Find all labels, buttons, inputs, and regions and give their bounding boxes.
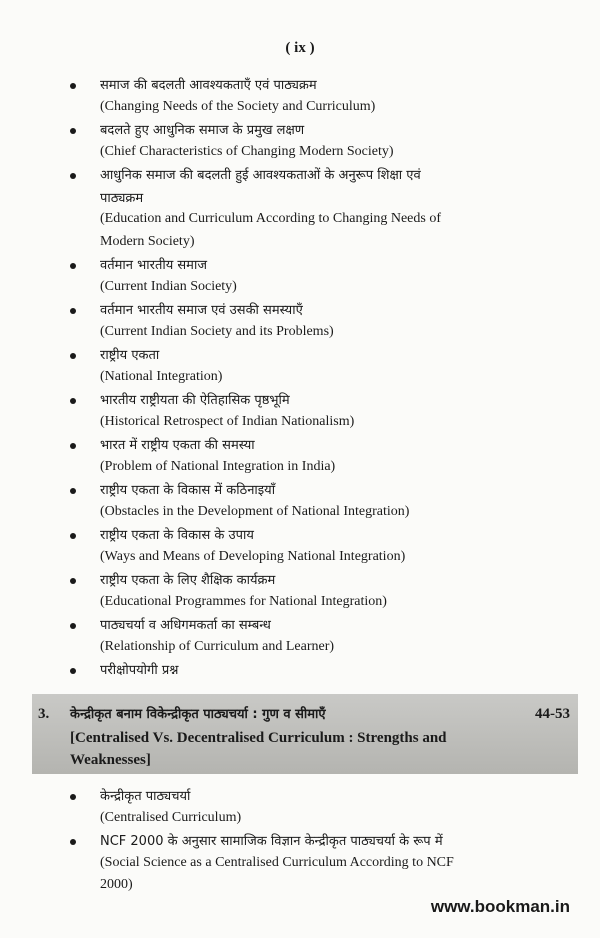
bullet-icon [70, 398, 76, 404]
bullet-icon [70, 668, 76, 674]
item-english: (Problem of National Integration in India) [100, 458, 336, 474]
chapter-title-english: [Centralised Vs. Decentralised Curriculum : Strengths and [70, 730, 447, 746]
item-english: (Social Science as a Centralised Curriculum According to NCF [100, 854, 454, 870]
page-number: ( ix ) [285, 40, 315, 56]
bullet-icon [70, 488, 76, 494]
item-english: (Relationship of Curriculum and Learner) [100, 638, 335, 654]
item-hindi: राष्ट्रीय एकता [100, 348, 160, 363]
bullet-icon [70, 533, 76, 539]
bullet-icon [70, 443, 76, 449]
item-english: (Obstacles in the Development of National Integration) [100, 503, 410, 519]
chapter-title-hindi: केन्द्रीकृत बनाम विकेन्द्रीकृत पाठ्यचर्या : गुण व सीमाएँ [70, 707, 326, 722]
bullet-icon [70, 173, 76, 179]
item-hindi: राष्ट्रीय एकता के विकास के उपाय [100, 528, 254, 543]
item-hindi: राष्ट्रीय एकता के विकास में कठिनाइयाँ [100, 483, 276, 498]
item-english: (Chief Characteristics of Changing Modern Society) [100, 143, 394, 159]
item-hindi: परीक्षोपयोगी प्रश्न [100, 663, 179, 678]
item-hindi: NCF 2000 के अनुसार सामाजिक विज्ञान केन्द्रीकृत पाठ्यचर्या के रूप में [100, 834, 443, 849]
chapter-heading [32, 694, 578, 774]
item-hindi-cont: पाठ्यक्रम [100, 190, 144, 206]
chapter-number: 3. [38, 706, 50, 722]
bullet-icon [70, 578, 76, 584]
item-hindi: भारत में राष्ट्रीय एकता की समस्या [100, 438, 255, 453]
chapter-title-english-cont: Weaknesses] [70, 752, 151, 768]
item-english: 2000) [100, 877, 133, 892]
bullet-icon [70, 83, 76, 89]
item-hindi: वर्तमान भारतीय समाज एवं उसकी समस्याएँ [100, 303, 303, 318]
item-hindi: आधुनिक समाज की बदलती हुई आवश्यकताओं के अनुरूप शिक्षा एवं [100, 168, 421, 183]
item-english: (Educational Programmes for National Integration) [100, 593, 387, 609]
chapter-pages: 44-53 [535, 706, 570, 722]
item-hindi: भारतीय राष्ट्रीयता की ऐतिहासिक पृष्ठभूमि [100, 393, 290, 408]
item-hindi: पाठ्यचर्या व अधिगमकर्ता का सम्बन्ध [100, 618, 271, 633]
bullet-icon [70, 263, 76, 269]
item-hindi: वर्तमान भारतीय समाज [100, 258, 207, 273]
item-hindi: केन्द्रीकृत पाठ्यचर्या [100, 789, 191, 804]
item-hindi: राष्ट्रीय एकता के लिए शैक्षिक कार्यक्रम [100, 573, 276, 588]
bullet-icon [70, 794, 76, 800]
item-english: (National Integration) [100, 368, 223, 384]
bullet-icon [70, 353, 76, 359]
bullet-icon [70, 839, 76, 845]
item-english: (Education and Curriculum According to Changing Needs of [100, 211, 441, 226]
bullet-icon [70, 128, 76, 134]
item-english: (Current Indian Society and its Problems) [100, 323, 334, 339]
item-english: Modern Society) [100, 233, 195, 249]
bullet-icon [70, 623, 76, 629]
item-english: (Changing Needs of the Society and Curriculum) [100, 98, 376, 114]
bullet-icon [70, 308, 76, 314]
item-english: (Current Indian Society) [100, 278, 237, 294]
item-english: (Ways and Means of Developing National Integration) [100, 548, 406, 564]
item-hindi: समाज की बदलती आवश्यकताएँ एवं पाठ्यक्रम [100, 78, 317, 93]
item-english: (Historical Retrospect of Indian Nationalism) [100, 413, 355, 429]
item-english: (Centralised Curriculum) [100, 809, 242, 825]
item-hindi: बदलते हुए आधुनिक समाज के प्रमुख लक्षण [100, 123, 305, 138]
footer-url: www.bookman.in [430, 897, 570, 916]
